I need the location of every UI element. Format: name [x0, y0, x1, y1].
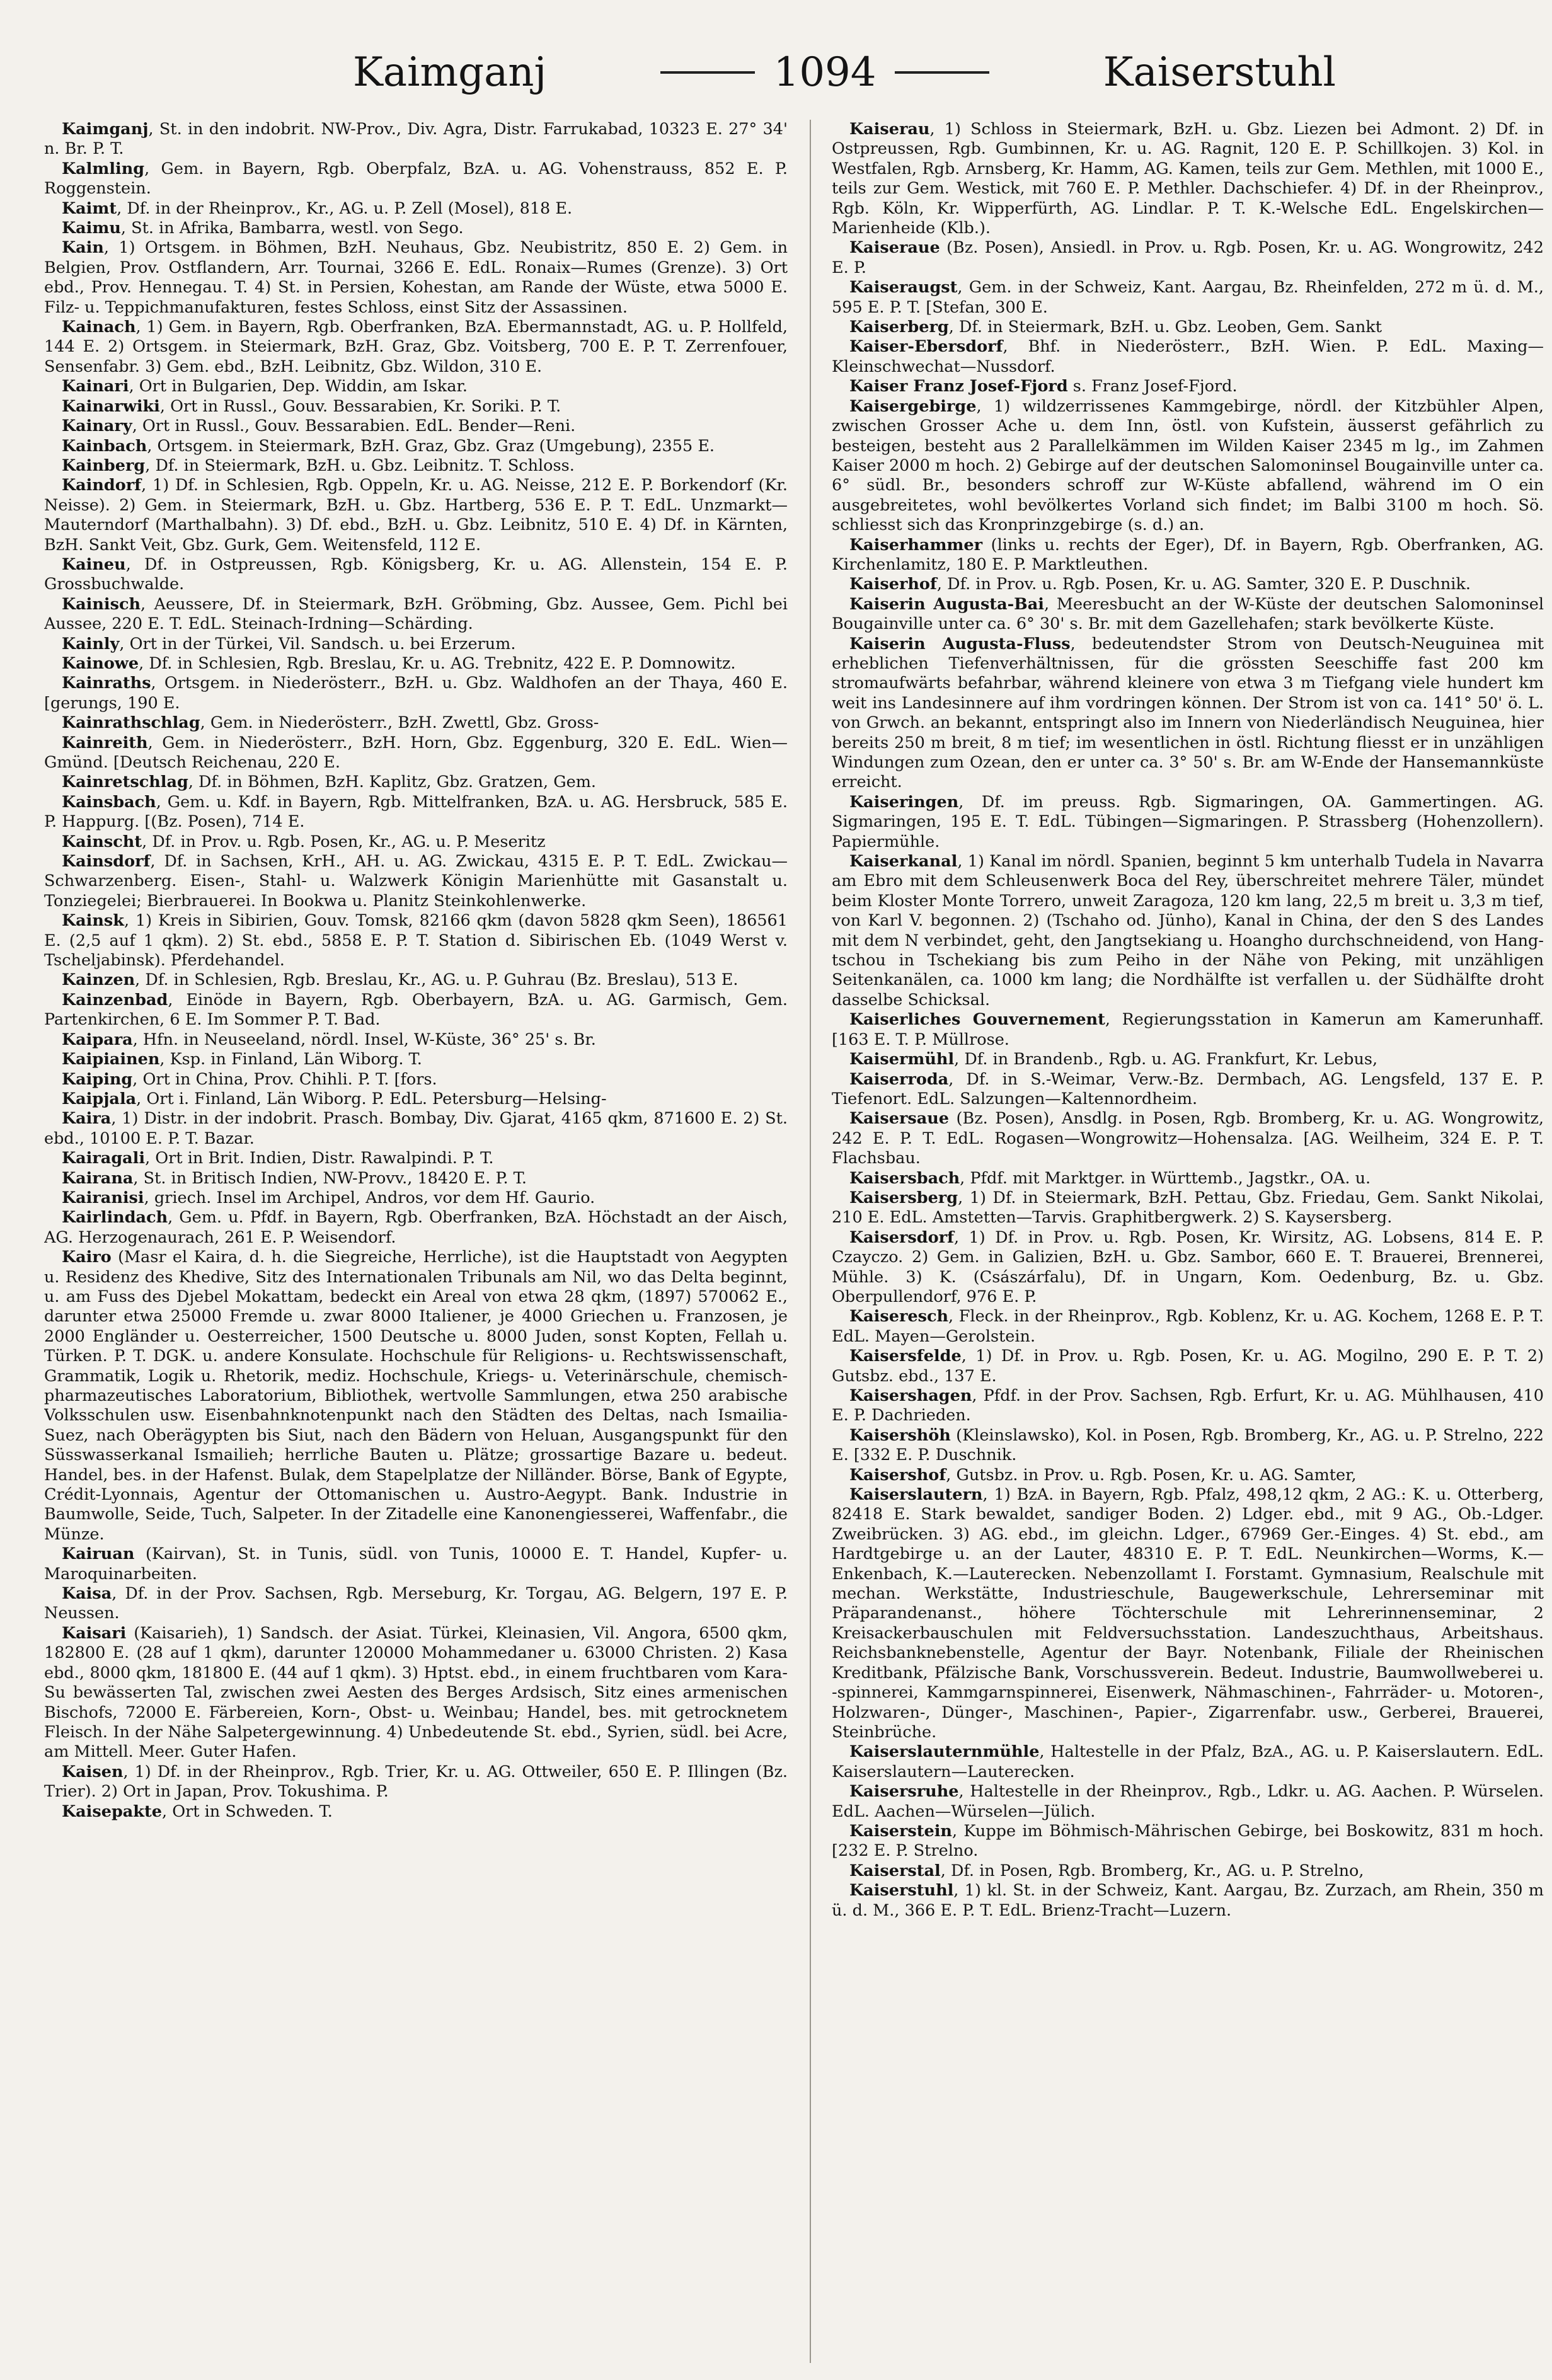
gazetteer-entry: [44, 832, 788, 852]
entry-keyword: Kaisari: [62, 1623, 127, 1643]
gazetteer-entry: [44, 793, 788, 832]
entry-text: s. Franz Josef-Fjord.: [1067, 377, 1238, 396]
entry-keyword: Kaiseraugst: [849, 278, 958, 297]
entry-text: , Df. in der Rheinprov., Kr., AG. u. P. Zell (Mosel), 818 E.: [117, 198, 573, 218]
gazetteer-entry: [44, 1169, 788, 1188]
entry-text: , griech. Insel im Archipel, Andros, vor dem Hf. Gaurio.: [144, 1188, 595, 1207]
entry-keyword: Kaipiainen: [62, 1050, 160, 1069]
entry-keyword: Kainisch: [62, 594, 141, 614]
rule-right: [895, 71, 989, 74]
gazetteer-entry: [44, 555, 788, 595]
entry-text: , Ort in Schweden. T.: [161, 1802, 333, 1821]
entry-text: , Df. in Brandenb., Rgb. u. AG. Frankfurt, Kr. Lebus,: [954, 1050, 1378, 1069]
gazetteer-entry: [832, 120, 1544, 238]
gazetteer-entry: [832, 1228, 1544, 1308]
gazetteer-entry: [44, 970, 788, 990]
entry-keyword: Kaiserslauternmühle: [849, 1742, 1040, 1762]
gazetteer-entry: [44, 1584, 788, 1624]
entry-text: , Df. in Prov. u. Rgb. Posen, Kr. u. AG. Samter, 320 E. P. Duschnik.: [936, 575, 1471, 594]
gazetteer-entry: [44, 377, 788, 396]
entry-keyword: Kairo: [62, 1248, 112, 1267]
gazetteer-entry: [44, 635, 788, 654]
entry-text: , bedeutendster Strom von Deutsch-Neuguinea mit erheblichen Tiefenverhältnissen, für die grössten Seeschiffe fast 200 km stromaufwärts befahrbar, während kleinere von etwa 3 m Tiefgang viele hundert km weit ins Landesinnere auf ihm vordringen können. Der Strom ist von ca. 141° 50' ö. L. von Grwch. an bekannt, entspringt also im Innern von Niederländisch Neuguinea, hier bereits 250 m breit, 8 m tief; im wesentlichen in östl. Richtung fliesst er in unzähligen Windungen zum Ozean, den er unter ca. 3° 50' s. Br. am W-Ende der Hansemannküste erreicht.: [832, 634, 1544, 792]
entry-keyword: Kainach: [62, 318, 136, 337]
entry-keyword: Kaipjala: [62, 1089, 137, 1108]
entry-text: , Meeresbucht an der W-Küste der deutschen Salomoninsel Bougainville unter ca. 6° 30' s. Br. mit dem Gazellehafen; stark bevölkerte Küste.: [832, 594, 1544, 634]
entry-keyword: Kairana: [62, 1168, 134, 1188]
page-number: 1094: [773, 49, 877, 96]
entry-keyword: Kaiserau: [849, 120, 930, 139]
entry-text: , 1) wildzerrissenes Kammgebirge, nördl. der Kitzbühler Alpen, zwischen Grosser Ache u. dem Inn, östl. von Kufstein, äusserst gefährlich zu besteigen, besteht aus 2 Parallelkämmen im Wilden Kaiser 2345 m lg., im Zahmen Kaiser 2000 m hoch. 2) Gebirge auf der deutschen Salomoninsel Bougainville unter ca. 6° südl. Br., besonders schroff zur W-Küste abfallend, während im O ein ausgebreitetes, wohl bevölkertes Vorland sich findet; im Balbi 3100 m hoch. Sö. schliesst sich das Kronprinzgebirge (s. d.) an.: [832, 396, 1544, 535]
entry-keyword: Kainari: [62, 377, 129, 396]
entry-text: , Aeussere, Df. in Steiermark, BzH. Gröbming, Gbz. Aussee, Gem. Pichl bei Aussee, 220 E. T. EdL. Steinach-Irdning—Schärding.: [44, 594, 788, 634]
gazetteer-entry: [832, 1188, 1544, 1228]
entry-text: , Df. im preuss. Rgb. Sigmaringen, OA. Gammertingen. AG. Sigmaringen, 195 E. T. EdL. Tübingen—Sigmaringen. P. Strassberg (Hohenzollern). Papiermühle.: [832, 792, 1544, 851]
entry-text: , Haltestelle in der Rheinprov., Rgb., Ldkr. u. AG. Aachen. P. Würselen. EdL. Aachen—Würselen—Jülich.: [832, 1782, 1544, 1821]
entry-text: , Kuppe im Böhmisch-Mährischen Gebirge, bei Boskowitz, 831 m hoch. [232 E. P. Strelno.: [832, 1821, 1544, 1861]
gazetteer-entry: [44, 852, 788, 911]
entry-keyword: Kaisen: [62, 1762, 124, 1781]
entry-text: , Gem. in der Schweiz, Kant. Aargau, Bz. Rheinfelden, 272 m ü. d. M., 595 E. P. T. [Stefan, 300 E.: [832, 278, 1544, 317]
entry-text: , Ort in der Türkei, Vil. Sandsch. u. bei Erzerum.: [119, 634, 516, 653]
entry-keyword: Kainly: [62, 634, 120, 653]
gazetteer-entry: [44, 1208, 788, 1248]
entry-keyword: Kaisa: [62, 1584, 112, 1604]
gazetteer-entry: [832, 635, 1544, 793]
entry-keyword: Kaisersfelde: [849, 1347, 962, 1366]
column-divider: [810, 120, 811, 2363]
gazetteer-entry: [44, 159, 788, 199]
entry-keyword: Kaiserin Augusta-Bai: [849, 594, 1044, 614]
left-column: [44, 120, 788, 2363]
gazetteer-entry: [44, 1762, 788, 1802]
entry-text: , Einöde in Bayern, Rgb. Oberbayern, BzA. u. AG. Garmisch, Gem. Partenkirchen, 6 E. Im Sommer P. T. Bad.: [44, 990, 788, 1030]
gazetteer-entry: [44, 1248, 788, 1544]
gazetteer-entry: [44, 397, 788, 417]
gazetteer-entry: [44, 1802, 788, 1822]
gazetteer-entry: [832, 1742, 1544, 1782]
gazetteer-entry: [44, 1109, 788, 1149]
gazetteer-entry: [832, 318, 1544, 337]
gazetteer-entry: [832, 1426, 1544, 1466]
entry-keyword: Kaiserberg: [849, 318, 949, 337]
entry-keyword: Kainsbach: [62, 792, 156, 812]
gazetteer-entry: [832, 238, 1544, 278]
gazetteer-entry: [832, 1881, 1544, 1921]
gazetteer-entry: [832, 1169, 1544, 1188]
entry-keyword: Kaiserroda: [849, 1069, 949, 1089]
entry-text: , Pfdf. in der Prov. Sachsen, Rgb. Erfurt, Kr. u. AG. Mühlhausen, 410 E. P. Dachrieden.: [832, 1386, 1544, 1425]
entry-keyword: Kaiserstal: [849, 1861, 941, 1880]
gazetteer-entry: [44, 991, 788, 1030]
gazetteer-entry: [44, 417, 788, 436]
entry-keyword: Kaiser-Ebersdorf: [849, 337, 1003, 357]
gazetteer-entry: [44, 654, 788, 674]
gazetteer-entry: [44, 437, 788, 456]
gazetteer-entry: [44, 238, 788, 318]
entry-text: , Df. in Posen, Rgb. Bromberg, Kr., AG. u. P. Strelno,: [940, 1861, 1364, 1880]
entry-keyword: Kaimt: [62, 198, 117, 218]
gazetteer-entry: [44, 318, 788, 377]
entry-text: (Kaisarieh), 1) Sandsch. der Asiat. Türkei, Kleinasien, Vil. Angora, 6500 qkm, 182800 E. (28 auf 1 qkm), darunter 120000 Mohammedaner u. 63000 Christen. 2) Kasa ebd., 8000 qkm, 181800 E. (44 auf 1 qkm). 3) Hptst. ebd., in einem fruchtbaren vom Kara-Su bewässerten Tal, zwischen zwei Aesten des Berges Ardsisch, Sitz eines armenischen Bischofs, 72000 E. Färbereien, Korn-, Obst- u. Weinbau; Handel, bes. mit getrocknetem Fleisch. In der Nähe Salpetergewinnung. 4) Unbedeutende St. ebd., Syrien, südl. bei Acre, am Mittell. Meer. Guter Hafen.: [44, 1623, 788, 1762]
entry-keyword: Kaimganj: [62, 120, 149, 139]
gazetteer-entry: [832, 1861, 1544, 1881]
entry-text: , Pfdf. mit Marktger. in Württemb., Jagstkr., OA. u.: [960, 1168, 1371, 1188]
gazetteer-entry: [44, 713, 788, 733]
entry-keyword: Kaisersbach: [849, 1168, 960, 1188]
entry-keyword: Kaisepakte: [62, 1802, 162, 1821]
entry-text: , 1) kl. St. in der Schweiz, Kant. Aargau, Bz. Zurzach, am Rhein, 350 m ü. d. M., 366 E. P. T. EdL. Brienz-Tracht—Luzern.: [832, 1881, 1544, 1920]
gazetteer-entry: [832, 1386, 1544, 1426]
entry-keyword: Kaiping: [62, 1069, 133, 1089]
gazetteer-entry: [832, 1485, 1544, 1742]
header-right-keyword: Kaiserstuhl: [1103, 49, 1336, 96]
entry-text: , St. in Afrika, Bambarra, westl. von Sego.: [120, 219, 464, 238]
gazetteer-entry: [44, 120, 788, 159]
gazetteer-entry: [44, 1070, 788, 1089]
entry-keyword: Kalmling: [62, 159, 145, 178]
gazetteer-entry: [832, 1010, 1544, 1050]
gazetteer-entry: [44, 674, 788, 713]
entry-text: , 1) Gem. in Bayern, Rgb. Oberfranken, BzA. Ebermannstadt, AG. u. P. Hollfeld, 144 E. 2) Ortsgem. in Steiermark, BzH. Graz, Gbz. Voitsberg, 700 E. P. T. Zerrenfouer, Sensenfabr. 3) Gem. ebd., BzH. Leibnitz, Gbz. Wildon, 310 E.: [44, 318, 788, 376]
entry-keyword: Kaipara: [62, 1030, 133, 1049]
entry-text: (Masr el Kaira, d. h. die Siegreiche, Herrliche), ist die Hauptstadt von Aegypten u. Residenz des Khedive, Sitz des Internationalen Tribunals am Nil, wo das Delta beginnt, u. am Fuss des Djebel Mokattam, bedeckt ein Areal von etwa 28 qkm, (1897) 570062 E., darunter etwa 25000 Fremde u. zwar 8000 Italiener, je 4000 Griechen u. Franzosen, je 2000 Engländer u. Oesterreicher, 1500 Deutsche u. 8000 Juden, sonst Kopten, Fellah u. Türken. P. T. DGK. u. andere Konsulate. Hochschule für Religions- u. Rechtswissenschaft, Grammatik, Logik u. Rhetorik, mediz. Hochschule, Kriegs- u. Veterinärschule, chemisch-pharmazeutisches Laboratorium, Bibliothek, wertvolle Sammlungen, etwa 250 arabische Volksschulen usw. Eisenbahnknotenpunkt nach den Städten des Deltas, nach Ismailia-Suez, nach Oberägypten bis Siut, nach den Bädern von Heluan, Ausgangspunkt für den Süsswasserkanal Ismailieh; herrliche Bauten u. Plätze; grossartige Bazare u. bedeut. Handel, bes. in der Hafenst. Bulak, dem Stapelplatze der Nilländer. Börse, Bank of Egypte, Crédit-Lyonnais, Agentur der Ottomanischen u. Austro-Aegypt. Bank. Industrie in Baumwolle, Seide, Tuch, Salpeter. In der Zitadelle eine Kanonengiesserei, Waffenfabr., die Münze.: [44, 1248, 788, 1544]
entry-text: (Kairvan), St. in Tunis, südl. von Tunis, 10000 E. T. Handel, Kupfer- u. Maroquinarbeiten.: [44, 1544, 788, 1584]
gazetteer-entry: [832, 536, 1544, 575]
entry-keyword: Kairanisi: [62, 1188, 144, 1207]
rule-left: [660, 71, 755, 74]
entry-text: , Df. in Böhmen, BzH. Kaplitz, Gbz. Gratzen, Gem.: [188, 773, 596, 792]
gazetteer-entry: [832, 1822, 1544, 1861]
entry-keyword: Kaiserin Augusta-Fluss: [849, 634, 1071, 653]
entry-keyword: Kaiserliches Gouvernement: [849, 1010, 1105, 1030]
entry-text: , Df. in Sachsen, KrH., AH. u. AG. Zwickau, 4315 E. P. T. EdL. Zwickau—Schwarzenberg. Eisen-, Stahl- u. Walzwerk Königin Marienhütte mit Gasanstalt u. Tonziegelei; Bierbrauerei. In Bookwa u. Planitz Steinkohlenwerke.: [44, 852, 788, 911]
entry-keyword: Kainretschlag: [62, 773, 188, 792]
entry-keyword: Kaiserhammer: [849, 535, 983, 555]
right-column: [832, 120, 1544, 2363]
entry-keyword: Kairuan: [62, 1544, 135, 1564]
gazetteer-entry: [44, 476, 788, 555]
entry-keyword: Kaisersruhe: [849, 1782, 959, 1802]
gazetteer-entry: [832, 1307, 1544, 1347]
entry-keyword: Kaiseresch: [849, 1307, 949, 1326]
gazetteer-entry: [44, 219, 788, 238]
entry-keyword: Kaisershöh: [849, 1425, 951, 1445]
gazetteer-entry: [44, 1089, 788, 1109]
entry-keyword: Kainscht: [62, 832, 142, 851]
gazetteer-entry: [44, 595, 788, 635]
gazetteer-entry: [832, 1782, 1544, 1822]
entry-text: , Gem. in Niederösterr., BzH. Horn, Gbz. Eggenburg, 320 E. EdL. Wien—Gmünd. [Deutsch Reichenau, 220 E.: [44, 733, 788, 772]
gazetteer-entry: [832, 595, 1544, 635]
entry-keyword: Kaira: [62, 1109, 112, 1129]
entry-text: , Ort in Bulgarien, Dep. Widdin, am Iskar.: [129, 377, 468, 396]
page-number-block: [660, 49, 990, 96]
entry-text: , Gem. u. Pfdf. in Bayern, Rgb. Oberfranken, BzA. Höchstadt an der Aisch, AG. Herzogenaurach, 261 E. P. Weisendorf.: [44, 1208, 788, 1247]
entry-keyword: Kaiserslautern: [849, 1485, 983, 1505]
entry-text: , 1) Distr. in der indobrit. Prasch. Bombay, Div. Gjarat, 4165 qkm, 871600 E. 2) St. ebd., 10100 E. P. T. Bazar.: [44, 1109, 788, 1148]
gazetteer-entry: [832, 397, 1544, 536]
entry-text: , Ort in China, Prov. Chihli. P. T. [fors.: [132, 1069, 437, 1089]
entry-text: , Gem. in Bayern, Rgb. Oberpfalz, BzA. u. AG. Vohenstrauss, 852 E. P. Roggenstein.: [44, 159, 788, 198]
entry-text: , Df. in Steiermark, BzH. u. Gbz. Leibnitz. T. Schloss.: [145, 456, 575, 475]
gazetteer-entry: [832, 278, 1544, 318]
entry-text: , 1) Kanal im nördl. Spanien, beginnt 5 km unterhalb Tudela in Navarra am Ebro mit dem Schleusenwerk Boca del Rey, überschreitet mehrere Täler, mündet beim Kloster Monte Torrero, unweit Zaragoza, 120 km lang, 22,5 m breit u. 3,3 m tief, von Karl V. begonnen. 2) (Tschaho od. Jünho), Kanal in China, der den S des Landes mit dem N verbindet, geht, den Jangtsekiang u. Hoangho durchschneidend, von Hang-tschou in Tschekiang bis zum Peiho in der Nähe von Peking, mit unzähligen Seitenkanälen, ca. 1000 km lang; die Nordhälfte ist verfallen u. der Südhälfte droht dasselbe Schicksal.: [832, 852, 1544, 1009]
entry-keyword: Kainreith: [62, 733, 148, 752]
entry-text: , Gem. in Niederösterr., BzH. Zwettl, Gbz. Gross-: [200, 713, 599, 733]
entry-text: , Ort in Russl., Gouv. Bessarabien, Kr. Soriki. P. T.: [159, 396, 561, 416]
entry-text: , 1) Df. in Schlesien, Rgb. Oppeln, Kr. u. AG. Neisse, 212 E. P. Borkendorf (Kr. Neisse). 2) Gem. in Steiermark, BzH. u. Gbz. Hartberg, 536 E. P. T. EdL. Unzmarkt—Mauterndorf (Marthalbahn). 3) Df. ebd., BzH. u. Gbz. Leibnitz, 510 E. 4) Df. in Kärnten, BzH. Sankt Veit, Gbz. Gurk, Gem. Weitensfeld, 112 E.: [44, 476, 788, 555]
entry-text: , Haltestelle in der Pfalz, BzA., AG. u. P. Kaiserslautern. EdL. Kaiserslautern—Lauterecken.: [832, 1742, 1544, 1781]
entry-text: , Gem. u. Kdf. in Bayern, Rgb. Mittelfranken, BzA. u. AG. Hersbruck, 585 E. P. Happurg. [(Bz. Posen), 714 E.: [44, 792, 788, 832]
entry-keyword: Kaiseraue: [849, 238, 940, 258]
gazetteer-entry: [832, 377, 1544, 396]
gazetteer-entry: [44, 1624, 788, 1762]
entry-text: , Df. in Schlesien, Rgb. Breslau, Kr., AG. u. P. Guhrau (Bz. Breslau), 513 E.: [135, 970, 739, 990]
gazetteer-entry: [832, 575, 1544, 594]
gazetteer-entry: [832, 852, 1544, 1010]
entry-text: , Ortsgem. in Steiermark, BzH. Graz, Gbz. Graz (Umgebung), 2355 E.: [147, 436, 715, 456]
entry-text: , Ort in Brit. Indien, Distr. Rawalpindi. P. T.: [145, 1149, 494, 1168]
entry-text: , 1) Df. in Prov. u. Rgb. Posen, Kr. Wirsitz, AG. Lobsens, 814 E. P. Czayczo. 2) Gem. in Galizien, BzH. u. Gbz. Sambor, 660 E. T. Brauerei, Brennerei, Mühle. 3) K. (Császárfalu), Df. in Ungarn, Kom. Oedenburg, Bz. u. Gbz. Oberpullendorf, 976 E. P.: [832, 1227, 1544, 1306]
gazetteer-entry: [44, 1188, 788, 1208]
entry-text: , 1) Kreis in Sibirien, Gouv. Tomsk, 82166 qkm (davon 5828 qkm Seen), 186561 E. (2,5 auf 1 qkm). 2) St. ebd., 5858 E. P. T. Station d. Sibirischen Eb. (1049 Werst v. Tscheljabinsk). Pferdehandel.: [44, 911, 788, 970]
entry-text: , 1) Df. in Prov. u. Rgb. Posen, Kr. u. AG. Mogilno, 290 E. P. T. 2) Gutsbz. ebd., 137 E.: [832, 1347, 1544, 1386]
entry-keyword: Kain: [62, 238, 104, 258]
entry-keyword: Kainsk: [62, 911, 124, 931]
entry-text: , 1) Schloss in Steiermark, BzH. u. Gbz. Liezen bei Admont. 2) Df. in Ostpreussen, Rgb. Gumbinnen, Kr. u. AG. Ragnit, 120 E. P. Schillkojen. 3) Kol. in Westfalen, Rgb. Arnsberg, Kr. Hamm, AG. Kamen, teils zur Gem. Methlen, mit 1000 E., teils zur Gem. Westick, mit 760 E. P. Methler. Dachschiefer. 4) Df. in der Rheinprov., Rgb. Köln, Kr. Wipperfürth, AG. Lindlar. P. T. K.-Welsche EdL. Engelskirchen—Marienheide (Klb.).: [832, 120, 1544, 238]
entry-text: (Bz. Posen), Ansdlg. in Posen, Rgb. Bromberg, Kr. u. AG. Wongrowitz, 242 E. P. T. EdL. Rogasen—Wongrowitz—Hohensalza. [AG. Weilheim, 324 E. P. T. Flachsbau.: [832, 1109, 1544, 1168]
gazetteer-entry: [832, 1109, 1544, 1168]
entry-text: , 1) Df. in Steiermark, BzH. Pettau, Gbz. Friedau, Gem. Sankt Nikolai, 210 E. EdL. Amstetten—Tarvis. Graphitbergwerk. 2) S. Kaysersberg.: [832, 1188, 1544, 1227]
entry-keyword: Kainrathschlag: [62, 713, 200, 733]
entry-keyword: Kaisersdorf: [849, 1227, 954, 1247]
entry-keyword: Kainbach: [62, 436, 147, 456]
entry-keyword: Kainraths: [62, 674, 151, 693]
entry-keyword: Kaisermühl: [849, 1050, 955, 1069]
entry-keyword: Kaisersberg: [849, 1188, 958, 1207]
entry-text: , Ksp. in Finland, Län Wiborg. T.: [159, 1050, 422, 1069]
entry-keyword: Kaisershagen: [849, 1386, 972, 1405]
entry-text: , Ort in Russl., Gouv. Bessarabien. EdL. Bender—Reni.: [132, 417, 576, 436]
entry-text: (links u. rechts der Eger), Df. in Bayern, Rgb. Oberfranken, AG. Kirchenlamitz, 180 E. P. Marktleuthen.: [832, 535, 1544, 574]
gazetteer-entry: [832, 1347, 1544, 1386]
entry-text: (Kleinslawsko), Kol. in Posen, Rgb. Bromberg, Kr., AG. u. P. Strelno, 222 E. [332 E. P. Duschnik.: [832, 1425, 1544, 1465]
entry-text: , Regierungsstation in Kamerun am Kamerunhaff. [163 E. T. P. Müllrose.: [832, 1010, 1544, 1049]
gazetteer-entry: [44, 1544, 788, 1584]
gazetteer-entry: [44, 773, 788, 792]
entry-keyword: Kaisersaue: [849, 1109, 950, 1129]
entry-keyword: Kaineu: [62, 555, 126, 574]
entry-keyword: Kaiseringen: [849, 792, 959, 812]
entry-keyword: Kainsdorf: [62, 852, 151, 871]
gazetteer-entry: [832, 1466, 1544, 1485]
entry-keyword: Kaiserstein: [849, 1821, 952, 1841]
entry-text: , 1) Df. in der Rheinprov., Rgb. Trier, Kr. u. AG. Ottweiler, 650 E. P. Illingen (Bz. Trier). 2) Ort in Japan, Prov. Tokushima. P.: [44, 1762, 788, 1802]
entry-keyword: Kaindorf: [62, 476, 142, 495]
gazetteer-entry: [44, 456, 788, 476]
entry-text: , Fleck. in der Rheinprov., Rgb. Koblenz, Kr. u. AG. Kochem, 1268 E. P. T. EdL. Mayen—Gerolstein.: [832, 1307, 1544, 1346]
entry-text: , Df. in Prov. u. Rgb. Posen, Kr., AG. u. P. Meseritz: [142, 832, 546, 851]
gazetteer-entry: [44, 1030, 788, 1050]
entry-text: , Df. in Ostpreussen, Rgb. Königsberg, Kr. u. AG. Allenstein, 154 E. P. Grossbuchwalde.: [44, 555, 788, 594]
gazetteer-entry: [44, 199, 788, 219]
entry-keyword: Kaisershof: [849, 1465, 946, 1485]
entry-keyword: Kaisergebirge: [849, 396, 977, 416]
entry-text: , Ort i. Finland, Län Wiborg. P. EdL. Petersburg—Helsing-: [136, 1089, 607, 1108]
gazetteer-entry: [832, 1050, 1544, 1069]
entry-keyword: Kainzen: [62, 970, 135, 990]
gazetteer-entry: [44, 1149, 788, 1168]
entry-keyword: Kaiserhof: [849, 575, 937, 594]
entry-text: , Df. in Steiermark, BzH. u. Gbz. Leoben, Gem. Sankt: [948, 318, 1382, 337]
entry-text: , Bhf. in Niederösterr., BzH. Wien. P. EdL. Maxing—Kleinschwechat—Nussdorf.: [832, 337, 1544, 376]
header-left-keyword: Kaimganj: [353, 49, 547, 96]
entry-keyword: Kairlindach: [62, 1208, 168, 1227]
gazetteer-entry: [44, 911, 788, 970]
entry-keyword: Kainary: [62, 417, 132, 436]
entry-text: , Df. in S.-Weimar, Verw.-Bz. Dermbach, AG. Lengsfeld, 137 E. P. Tiefenort. EdL. Salzungen—Kaltennordheim.: [832, 1069, 1544, 1108]
entry-keyword: Kainowe: [62, 653, 139, 673]
entry-text: , St. in Britisch Indien, NW-Provv., 18420 E. P. T.: [133, 1168, 527, 1188]
entry-text: , 1) Ortsgem. in Böhmen, BzH. Neuhaus, Gbz. Neubistritz, 850 E. 2) Gem. in Belgien, Prov. Ostflandern, Arr. Tournai, 3266 E. EdL. Ronaix—Rumes (Grenze). 3) Ort ebd., Prov. Hennegau. T. 4) St. in Persien, Kohestan, am Rande der Wüste, etwa 5000 E. Filz- u. Teppichmanufakturen, festes Schloss, einst Sitz der Assassinen.: [44, 238, 788, 317]
entry-keyword: Kainzenbad: [62, 990, 168, 1009]
gazetteer-entry: [44, 733, 788, 773]
entry-keyword: Kainberg: [62, 456, 146, 475]
gazetteer-entry: [832, 793, 1544, 852]
gazetteer-entry: [832, 337, 1544, 377]
entry-text: , 1) BzA. in Bayern, Rgb. Pfalz, 498,12 qkm, 2 AG.: K. u. Otterberg, 82418 E. Stark bewaldet, sandiger Boden. 2) Ldger. ebd., mit 9 AG., Ob.-Ldger. Zweibrücken. 3) AG. ebd., im gleichn. Ldger., 67969 Ger.-Einges. 4) St. ebd., am Hardtgebirge u. an der Lauter, 48310 E. P. T. EdL. Neunkirchen—Worms, K.—Enkenbach, K.—Lauterecken. Nebenzollamt I. Forstamt. Gymnasium, Realschule mit mechan. Werkstätte, Industrieschule, Baugewerkschule, Lehrerseminar mit Präparandenanst., höhere Töchterschule mit Lehrerinnenseminar, 2 Kreisackerbauschulen mit Feldversuchsstation. Landeszuchthaus, Arbeitshaus. Reichsbanknebenstelle, Agentur der Bayr. Notenbank, Filiale der Rheinischen Kreditbank, Pfälzische Bank, Vorschussverein. Bedeut. Industrie, Baumwollweberei u. -spinnerei, Kammgarnspinnerei, Eisenwerk, Nähmaschinen-, Fahrräder- u. Motoren-, Holzwaren-, Dünger-, Maschinen-, Papier-, Zigarrenfabr. usw., Gerberei, Brauerei, Steinbrüche.: [832, 1485, 1544, 1742]
entry-keyword: Kairagali: [62, 1149, 146, 1168]
running-header: [353, 44, 1336, 101]
entry-text: , St. in den indobrit. NW-Prov., Div. Agra, Distr. Farrukabad, 10323 E. 27° 34' n. Br. P. T.: [44, 120, 788, 159]
entry-text: (Bz. Posen), Ansiedl. in Prov. u. Rgb. Posen, Kr. u. AG. Wongrowitz, 242 E. P.: [832, 238, 1544, 277]
entry-text: , Gutsbz. in Prov. u. Rgb. Posen, Kr. u. AG. Samter,: [946, 1465, 1357, 1485]
entry-text: , Df. in der Prov. Sachsen, Rgb. Merseburg, Kr. Torgau, AG. Belgern, 197 E. P. Neussen.: [44, 1584, 788, 1623]
entry-keyword: Kaiserkanal: [849, 852, 958, 871]
entry-keyword: Kaiserstuhl: [849, 1881, 954, 1900]
gazetteer-entry: [44, 1050, 788, 1069]
entry-keyword: Kaimu: [62, 219, 121, 238]
gazetteer-entry: [832, 1070, 1544, 1110]
entry-text: , Df. in Schlesien, Rgb. Breslau, Kr. u. AG. Trebnitz, 422 E. P. Domnowitz.: [139, 653, 736, 673]
entry-keyword: Kainarwiki: [62, 396, 160, 416]
entry-text: , Ortsgem. in Niederösterr., BzH. u. Gbz. Waldhofen an der Thaya, 460 E. [gerungs, 190 E.: [44, 674, 788, 713]
entry-keyword: Kaiser Franz Josef-Fjord: [849, 377, 1068, 396]
entry-text: , Hfn. in Neuseeland, nördl. Insel, W-Küste, 36° 25' s. Br.: [132, 1030, 596, 1049]
